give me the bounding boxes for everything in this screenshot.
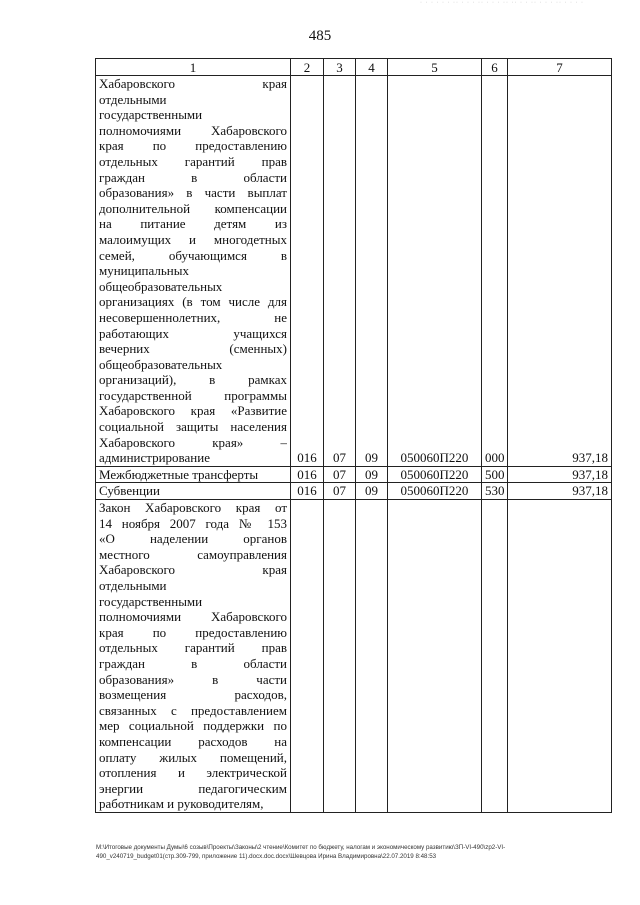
footer-path-line: М:\Итоговые документы Думы\6 созыв\Проекты\Законы\2 чтение\Комитет по бюджету, налогам и экономическому развитию\ЗП-VI-490\zp2-VI-: [96, 844, 506, 851]
column-header: 6: [482, 59, 508, 76]
table-cell: 530: [482, 483, 508, 500]
table-cell: 016: [291, 483, 324, 500]
table-cell: 09: [356, 466, 388, 483]
description-line: края по предоставлению: [99, 138, 287, 154]
row-description: [96, 76, 291, 467]
description-line: социальной защиты населения: [99, 419, 287, 435]
description-line: вечерних (сменных): [99, 341, 287, 357]
table-cell: 937,18: [508, 466, 612, 483]
description-line: работающих учащихся: [99, 325, 287, 341]
description-line: организациях (в том числе для: [99, 294, 287, 310]
table-body: [96, 59, 612, 813]
description-line: полномочиями Хабаровского: [99, 609, 287, 625]
description-line: несовершеннолетних, не: [99, 309, 287, 325]
description-line: общеобразовательных: [99, 278, 223, 294]
document-path-footer: [96, 843, 616, 861]
table-row: [96, 466, 612, 483]
table-cell: 500: [482, 466, 508, 483]
row-description: [96, 500, 291, 813]
description-line: государственными: [99, 107, 203, 123]
table-cell: [324, 500, 356, 813]
table-cell: 07: [324, 76, 356, 467]
description-line: государственной программы: [99, 387, 287, 403]
description-line: связанных с предоставлением: [99, 702, 287, 718]
footer-path-line: 490_v240719_budget01(стр.309-799, приложение 11).docx.doc.docx\Шевцова Ирина Владимировна\22.07.2019 8:48:53: [96, 853, 437, 860]
scan-header-mark: · · · · · · ·· · · · ·· · · · ·· ·· · · ·· · · · ·· · · · ·: [420, 0, 584, 6]
table-cell: [291, 500, 324, 813]
description-line: отдельными: [99, 91, 167, 107]
description-line: энергии педагогическим: [99, 780, 287, 796]
description-line: компенсации расходов на: [99, 733, 287, 749]
table-cell: 937,18: [508, 483, 612, 500]
description-line: образования» в части выплат: [99, 185, 287, 201]
description-line: «О наделении органов: [99, 531, 287, 547]
table-row: [96, 483, 612, 500]
table-cell: [388, 500, 482, 813]
row-description: [96, 483, 291, 500]
column-header: 4: [356, 59, 388, 76]
description-line: оплату жилых помещений,: [99, 749, 287, 765]
description-line: граждан в области: [99, 169, 287, 185]
description-line: отдельными: [99, 578, 167, 593]
description-line: 14 ноября 2007 года № 153: [99, 515, 287, 531]
description-line: Закон Хабаровского края от: [99, 500, 287, 516]
description-line: муниципальных: [99, 263, 190, 279]
table-row: [96, 76, 612, 467]
description-line: Хабаровского края» –: [99, 434, 287, 450]
table-cell: 016: [291, 466, 324, 483]
description-line: края по предоставлению: [99, 624, 287, 640]
description-line: семей, обучающимся в: [99, 247, 287, 263]
table-cell: 09: [356, 76, 388, 467]
row-description: [96, 466, 291, 483]
table-cell: 050060П220: [388, 466, 482, 483]
description-line: возмещения расходов,: [99, 687, 287, 703]
column-header: 7: [508, 59, 612, 76]
table-cell: 050060П220: [388, 76, 482, 467]
description-line: малоимущих и многодетных: [99, 231, 287, 247]
description-line: отдельных гарантий прав: [99, 153, 287, 169]
description-line: дополнительной компенсации: [99, 200, 287, 216]
column-header: 1: [96, 59, 291, 76]
column-header: 5: [388, 59, 482, 76]
table-cell: 09: [356, 483, 388, 500]
description-line: государственными: [99, 593, 203, 609]
column-header: 2: [291, 59, 324, 76]
description-line: Межбюджетные трансферты: [99, 466, 259, 482]
table-cell: 07: [324, 466, 356, 483]
table-cell: 000: [482, 76, 508, 467]
description-line: Хабаровского края «Развитие: [99, 403, 287, 419]
description-line: образования» в части: [99, 671, 287, 687]
budget-table: [95, 58, 612, 813]
description-line: полномочиями Хабаровского: [99, 122, 287, 138]
table-row: [96, 500, 612, 813]
table-cell: 07: [324, 483, 356, 500]
description-line: местного самоуправления: [99, 546, 287, 562]
column-header: 3: [324, 59, 356, 76]
description-line: Субвенции: [99, 483, 160, 499]
description-line: отдельных гарантий прав: [99, 640, 287, 656]
description-line: Хабаровского края: [99, 562, 287, 578]
table-cell: 937,18: [508, 76, 612, 467]
description-line: мер социальной поддержки по: [99, 718, 287, 734]
description-line: общеобразовательных: [99, 356, 223, 372]
description-line: граждан в области: [99, 655, 287, 671]
description-line: администрирование: [99, 450, 210, 466]
table-cell: [482, 500, 508, 813]
description-line: на питание детям из: [99, 216, 287, 232]
description-line: Хабаровского края: [99, 76, 287, 91]
column-header-row: [96, 59, 612, 76]
description-line: отопления и электрической: [99, 765, 287, 781]
description-line: работникам и руководителям,: [99, 796, 264, 812]
description-line: организаций), в рамках: [99, 372, 287, 388]
table-cell: 050060П220: [388, 483, 482, 500]
page-number: 485: [308, 28, 332, 44]
table-cell: 016: [291, 76, 324, 467]
table-cell: [356, 500, 388, 813]
table-cell: [508, 500, 612, 813]
